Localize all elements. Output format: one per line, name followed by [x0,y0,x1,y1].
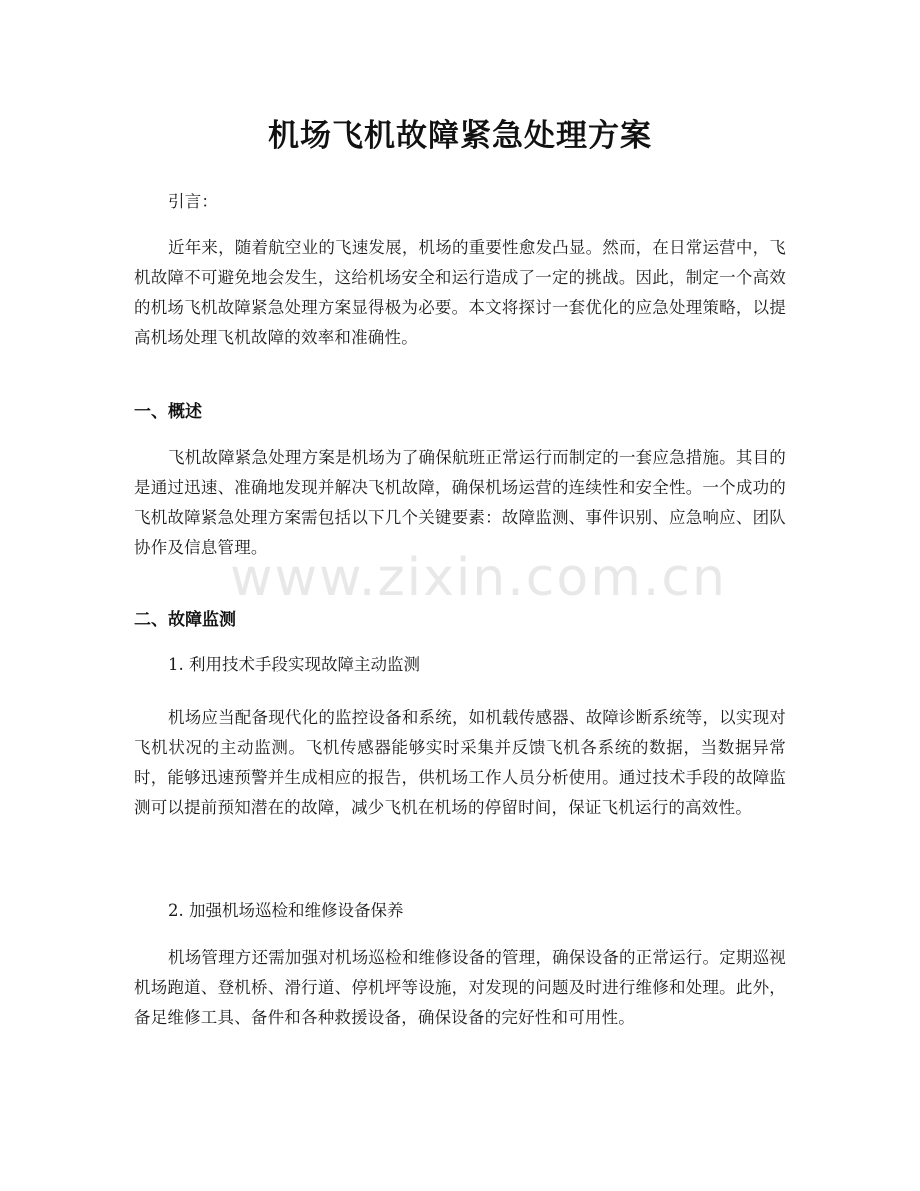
section-1-heading: 一、概述 [134,402,202,422]
document-title: 机场飞机故障紧急处理方案 [268,118,652,154]
section-2-heading: 二、故障监测 [134,610,236,630]
subsection-1-paragraph: 机场应当配备现代化的监控设备和系统，如机载传感器、故障诊断系统等，以实现对飞机状况的主动监测。飞机传感器能够实时采集并反馈飞机各系统的数据，当数据异常时，能够迅速预警并生成相应的报告，供机场工作人员分析使用。通过技术手段的故障监测可以提前预知潜在的故障，减少飞机在机场的停留时间，保证飞机运行的高效性。 [134,708,786,817]
intro-paragraph: 近年来，随着航空业的飞速发展，机场的重要性愈发凸显。然而，在日常运营中，飞机故障不可避免地会发生，这给机场安全和运行造成了一定的挑战。因此，制定一个高效的机场飞机故障紧急处理方案显得极为必要。本文将探讨一套优化的应急处理策略，以提高机场处理飞机故障的效率和准确性。 [134,238,786,347]
subsection-2-paragraph: 机场管理方还需加强对机场巡检和维修设备的管理，确保设备的正常运行。定期巡视机场跑道、登机桥、滑行道、停机坪等设施，对发现的问题及时进行维修和处理。此外，备足维修工具、备件和各种救援设备，确保设备的完好性和可用性。 [134,948,786,1027]
subsection-2-heading: 2. 加强机场巡检和维修设备保养 [168,901,404,920]
intro-label: 引言： [168,192,219,211]
section-1-paragraph: 飞机故障紧急处理方案是机场为了确保航班正常运行而制定的一套应急措施。其目的是通过迅速、准确地发现并解决飞机故障，确保机场运营的连续性和安全性。一个成功的飞机故障紧急处理方案需包括以下几个关键要素：故障监测、事件识别、应急响应、团队协作及信息管理。 [134,448,786,557]
subsection-1-heading: 1. 利用技术手段实现故障主动监测 [168,655,420,674]
watermark: www.zixin.com.cn [230,548,727,608]
